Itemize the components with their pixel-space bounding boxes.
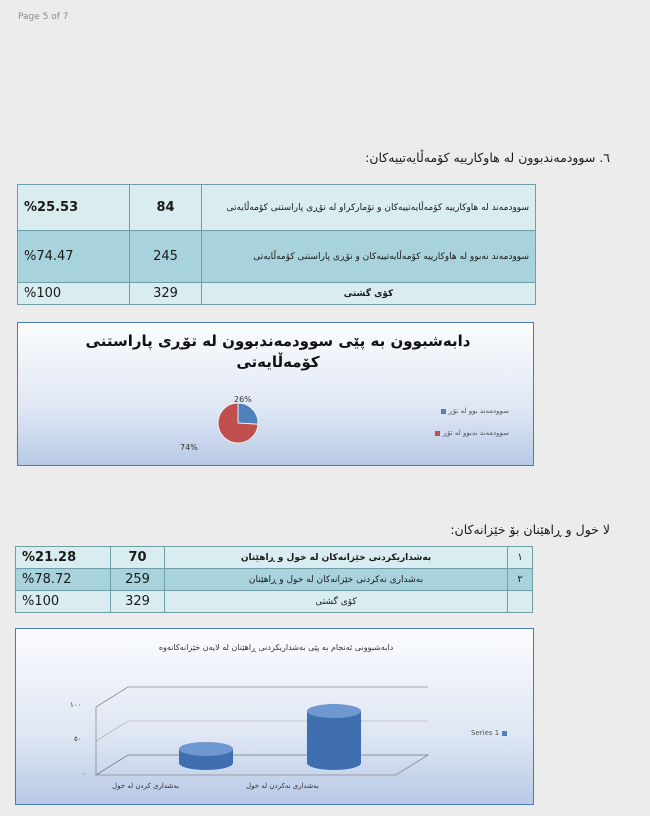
back-wall-edge [96,687,428,707]
pie-chart [17,322,534,466]
label-cell: سوودمەند نەبوو لە هاوکارییە کۆمەڵایەتییەکان و تۆڕی پاراستنی کۆمەڵایەتی [202,231,536,283]
chart-title: دابەشبوونی ئەنجام بە پێی بەشداریکردنی ڕاهێنان لە لایەن خێزانەکانەوە [158,643,394,652]
count-cell: 329 [111,591,165,613]
floor-back-edge [96,755,428,775]
table-row [16,547,533,569]
legend-label: سوودمەند بوو لە تۆڕ [448,407,509,415]
bar-chart-svg [16,629,533,804]
label-cell: بەشداریکردنی خێزانەکان لە خول و ڕاهێنان [165,547,508,569]
count-cell: 259 [111,569,165,591]
section2-table [15,546,533,613]
floor [96,755,428,775]
table-row [18,185,536,231]
slice-label-0: 26% [234,395,252,404]
table-row [18,231,536,283]
label-cell: کۆی گشتی [202,283,536,305]
percent-cell: %100 [16,591,111,613]
y-tick-label: ٠ [82,770,86,778]
legend-label: Series 1 [471,729,500,737]
bar-0 [179,742,233,770]
legend-item-1 [435,429,509,437]
legend-swatch [441,409,446,414]
legend-swatch [435,431,440,436]
legend-item-0 [441,407,509,415]
percent-cell: %21.28 [16,547,111,569]
x-tick-label: بەشداری نەکردن لە خول [246,782,319,790]
section1-heading: ٦. سوودمەندبوون لە هاوکارییە کۆمەڵایەتییەکان: [365,150,610,165]
x-tick-label: بەشداری کردن لە خول [112,782,180,790]
pie-slice-0 [238,403,258,424]
section1-table [17,184,536,305]
y-tick-label: ٥٠ [74,735,82,743]
count-cell: 70 [111,547,165,569]
bar-top [307,704,361,718]
label-cell: بەشداری نەکردنی خێزانەکان لە خول و ڕاهێنان [165,569,508,591]
gridline [96,721,428,741]
label-cell: کۆی گشتی [165,591,508,613]
y-tick-label: ١٠٠ [70,701,82,709]
legend-item-0 [471,729,507,737]
table-row [18,283,536,305]
index-cell: ١ [508,547,533,569]
percent-cell: %74.47 [18,231,130,283]
slice-label-1: 74% [180,443,198,452]
bar-body [307,711,361,770]
index-cell: ٢ [508,569,533,591]
table-row [16,591,533,613]
count-cell: 329 [130,283,202,305]
table-row [16,569,533,591]
percent-cell: %78.72 [16,569,111,591]
pie-chart-svg [18,323,533,465]
bar-chart [15,628,534,805]
section2-heading: لا خول و ڕاهێنان بۆ خێزانەکان: [450,522,610,537]
index-cell [508,591,533,613]
count-cell: 84 [130,185,202,231]
bar-1 [307,704,361,770]
percent-cell: %100 [18,283,130,305]
bar-top [179,742,233,756]
count-cell: 245 [130,231,202,283]
legend-swatch [502,731,507,736]
percent-cell: %25.53 [18,185,130,231]
legend-label: سوودمەند نەبوو لە تۆڕ [442,429,509,437]
label-cell: سوودمەند لە هاوکارییە کۆمەڵایەتییەکان و تۆمارکراو لە تۆڕی پاراستنی کۆمەڵایەتی [202,185,536,231]
chart-title: دابەشبوون بە پێی سوودمەندبوون لە تۆڕی پاراستنی کۆمەڵایەتی [85,332,471,371]
page-number: Page 5 of 7 [18,12,69,22]
